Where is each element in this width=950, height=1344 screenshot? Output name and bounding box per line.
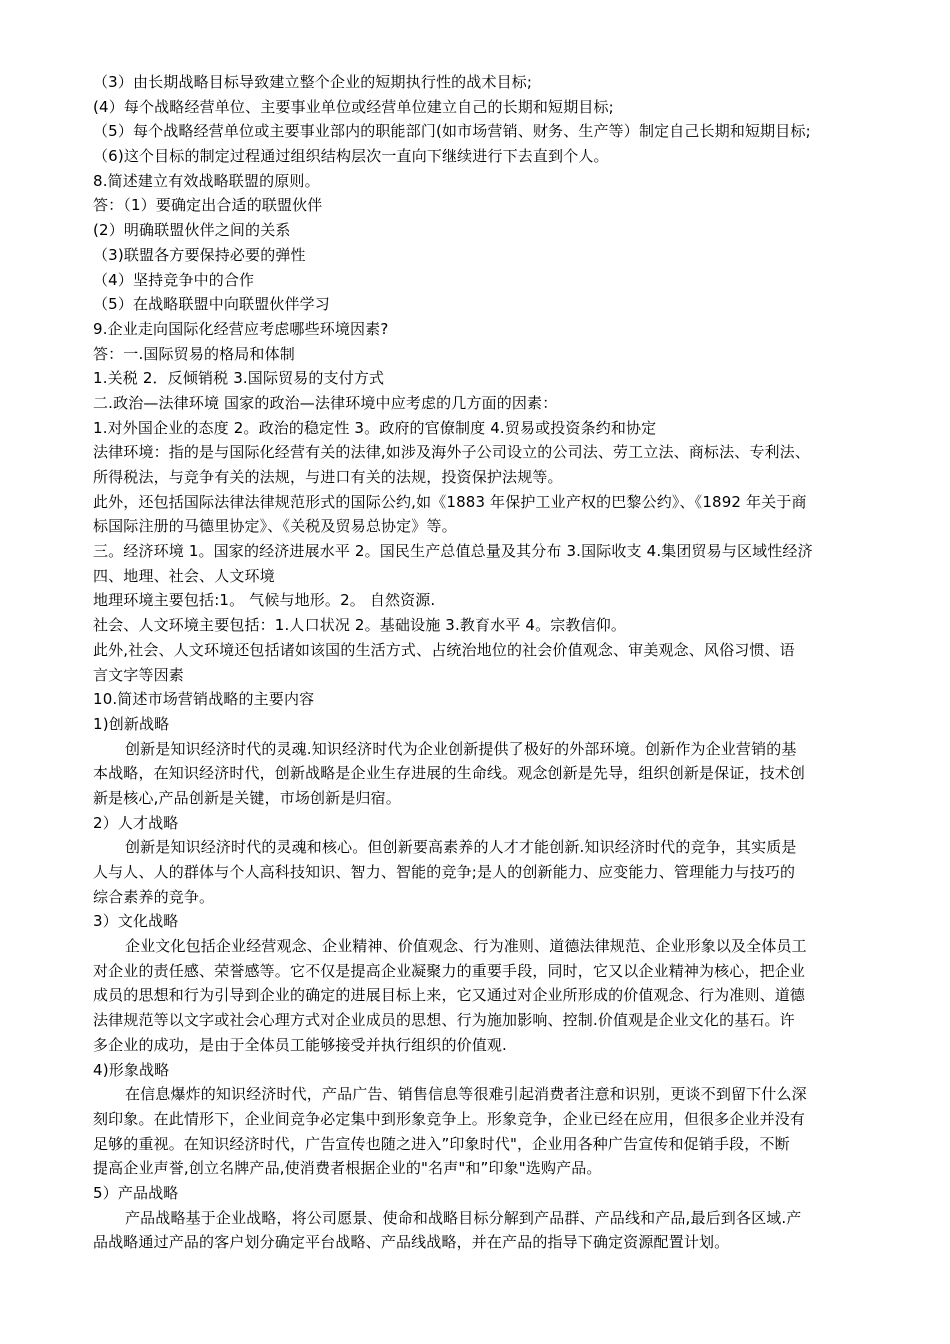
text-line: 刻印象。在此情形下，企业间竞争必定集中到形象竞争上。形象竞争，企业已经在应用，但很多企业并没有	[93, 1109, 806, 1128]
text-line: 多企业的成功，是由于全体员工能够接受并执行组织的价值观.	[93, 1035, 507, 1054]
text-line: 法律环境：指的是与国际化经营有关的法律,如涉及海外子公司设立的公司法、劳工立法、商标法、专利法、	[93, 443, 810, 462]
text-line: 社会、人文环境主要包括：1.人口状况 2。基础设施 3.教育水平 4。宗教信仰。	[93, 616, 627, 635]
text-line: 二.政治—法律环境 国家的政治—法律环境中应考虑的几方面的因素：	[93, 393, 558, 412]
text-line: 产品战略基于企业战略，将公司愿景、使命和战略目标分解到产品群、产品线和产品,最后到各区域.产	[125, 1208, 802, 1227]
text-line: 1.对外国企业的态度 2。政治的稳定性 3。政府的官僚制度 4.贸易或投资条约和协定	[93, 418, 657, 437]
text-line: 8.简述建立有效战略联盟的原则。	[93, 171, 320, 190]
text-line: 言文字等因素	[93, 665, 184, 684]
text-line: 10.简述市场营销战略的主要内容	[93, 690, 315, 709]
text-line: 在信息爆炸的知识经济时代，产品广告、销售信息等很难引起消费者注意和识别，更谈不到留下什么深	[125, 1085, 807, 1104]
text-line: 人与人、人的群体与个人高科技知识、智力、智能的竞争;是人的创新能力、应变能力、管理能力与技巧的	[93, 863, 796, 881]
text-line: 足够的重视。在知识经济时代，广告宣传也随之进入”印象时代"，企业用各种广告宣传和促销手段，不断	[93, 1134, 790, 1153]
text-line: 4)形象战略	[93, 1060, 170, 1079]
text-line: （5）每个战略经营单位或主要事业部内的职能部门(如市场营销、财务、生产等）制定自己长期和短期目标;	[93, 122, 811, 141]
text-line: 标国际注册的马德里协定》、《关税及贸易总协定》等。	[93, 517, 457, 536]
text-line: 所得税法，与竞争有关的法规，与进口有关的法规，投资保护法规等。	[93, 468, 563, 486]
text-line: （5）在战略联盟中向联盟伙伴学习	[93, 295, 330, 314]
text-line: 2）人才战略	[93, 813, 179, 832]
text-line: 此外,社会、人文环境还包括诸如该国的生活方式、占统治地位的社会价值观念、审美观念、风俗习惯、语	[93, 640, 795, 659]
text-line: （6)这个目标的制定过程通过组织结构层次一直向下继续进行下去直到个人。	[93, 147, 609, 166]
text-line: (4）每个战略经营单位、主要事业单位或经营单位建立自己的长期和短期目标;	[93, 97, 614, 116]
text-line: 1.关税 2．反倾销税 3.国际贸易的支付方式	[93, 369, 385, 388]
text-line: 地理环境主要包括:1。 气候与地形。2。 自然资源.	[93, 591, 436, 610]
text-line: （3)联盟各方要保持必要的弹性	[93, 245, 306, 264]
text-line: 品战略通过产品的客户划分确定平台战略、产品线战略，并在产品的指导下确定资源配置计划。	[93, 1233, 730, 1252]
text-line: （3）由长期战略目标导致建立整个企业的短期执行性的战术目标;	[93, 73, 533, 91]
text-line: 5）产品战略	[93, 1183, 179, 1202]
text-line: 9.企业走向国际化经营应考虑哪些环境因素?	[93, 319, 389, 338]
text-line: (2）明确联盟伙伴之间的关系	[93, 221, 291, 240]
text-line: 新是核心,产品创新是关键，市场创新是归宿。	[93, 788, 401, 807]
document-body	[93, 70, 893, 1255]
text-line: 本战略，在知识经济时代，创新战略是企业生存进展的生命线。观念创新是先导，组织创新是保证，技术创	[93, 764, 806, 783]
text-line: 1)创新战略	[93, 714, 170, 733]
text-line: 3）文化战略	[93, 912, 179, 931]
text-line: 法律规范等以文字或社会心理方式对企业成员的思想、行为施加影响、控制.价值观是企业文化的基石。许	[93, 1011, 795, 1030]
text-line: 创新是知识经济时代的灵魂和核心。但创新要高素养的人才才能创新.知识经济时代的竞争，其实质是	[125, 838, 797, 857]
text-line: 提高企业声誉,创立名牌产品,使消费者根据企业的"名声"和”印象"选购产品。	[93, 1159, 602, 1178]
text-line: 三。经济环境 1。国家的经济进展水平 2。国民生产总值总量及其分布 3.国际收支 4.集团贸易与区域性经济	[93, 542, 813, 561]
text-line: 企业文化包括企业经营观念、企业精神、价值观念、行为准则、道德法律规范、企业形象以及全体员工	[125, 937, 807, 956]
text-line: 此外，还包括国际法律法律规范形式的国际公约,如《1883 年保护工业产权的巴黎公约》、《1892 年关于商	[93, 492, 807, 511]
text-line: 答：（1）要确定出合适的联盟伙伴	[93, 196, 323, 215]
text-line: 答：一.国际贸易的格局和体制	[93, 344, 295, 363]
text-line: 四、地理、社会、人文环境	[93, 566, 275, 585]
text-line: 综合素养的竞争。	[93, 887, 215, 906]
text-line: 创新是知识经济时代的灵魂.知识经济时代为企业创新提供了极好的外部环境。创新作为企业营销的基	[125, 739, 797, 758]
text-line: （4）坚持竞争中的合作	[93, 270, 255, 289]
text-line: 对企业的责任感、荣誉感等。它不仅是提高企业凝聚力的重要手段，同时，它又以企业精神为核心，把企业	[93, 961, 806, 980]
text-line: 成员的思想和行为引导到企业的确定的进展目标上来，它又通过对企业所形成的价值观念、行为准则、道德	[93, 986, 806, 1005]
